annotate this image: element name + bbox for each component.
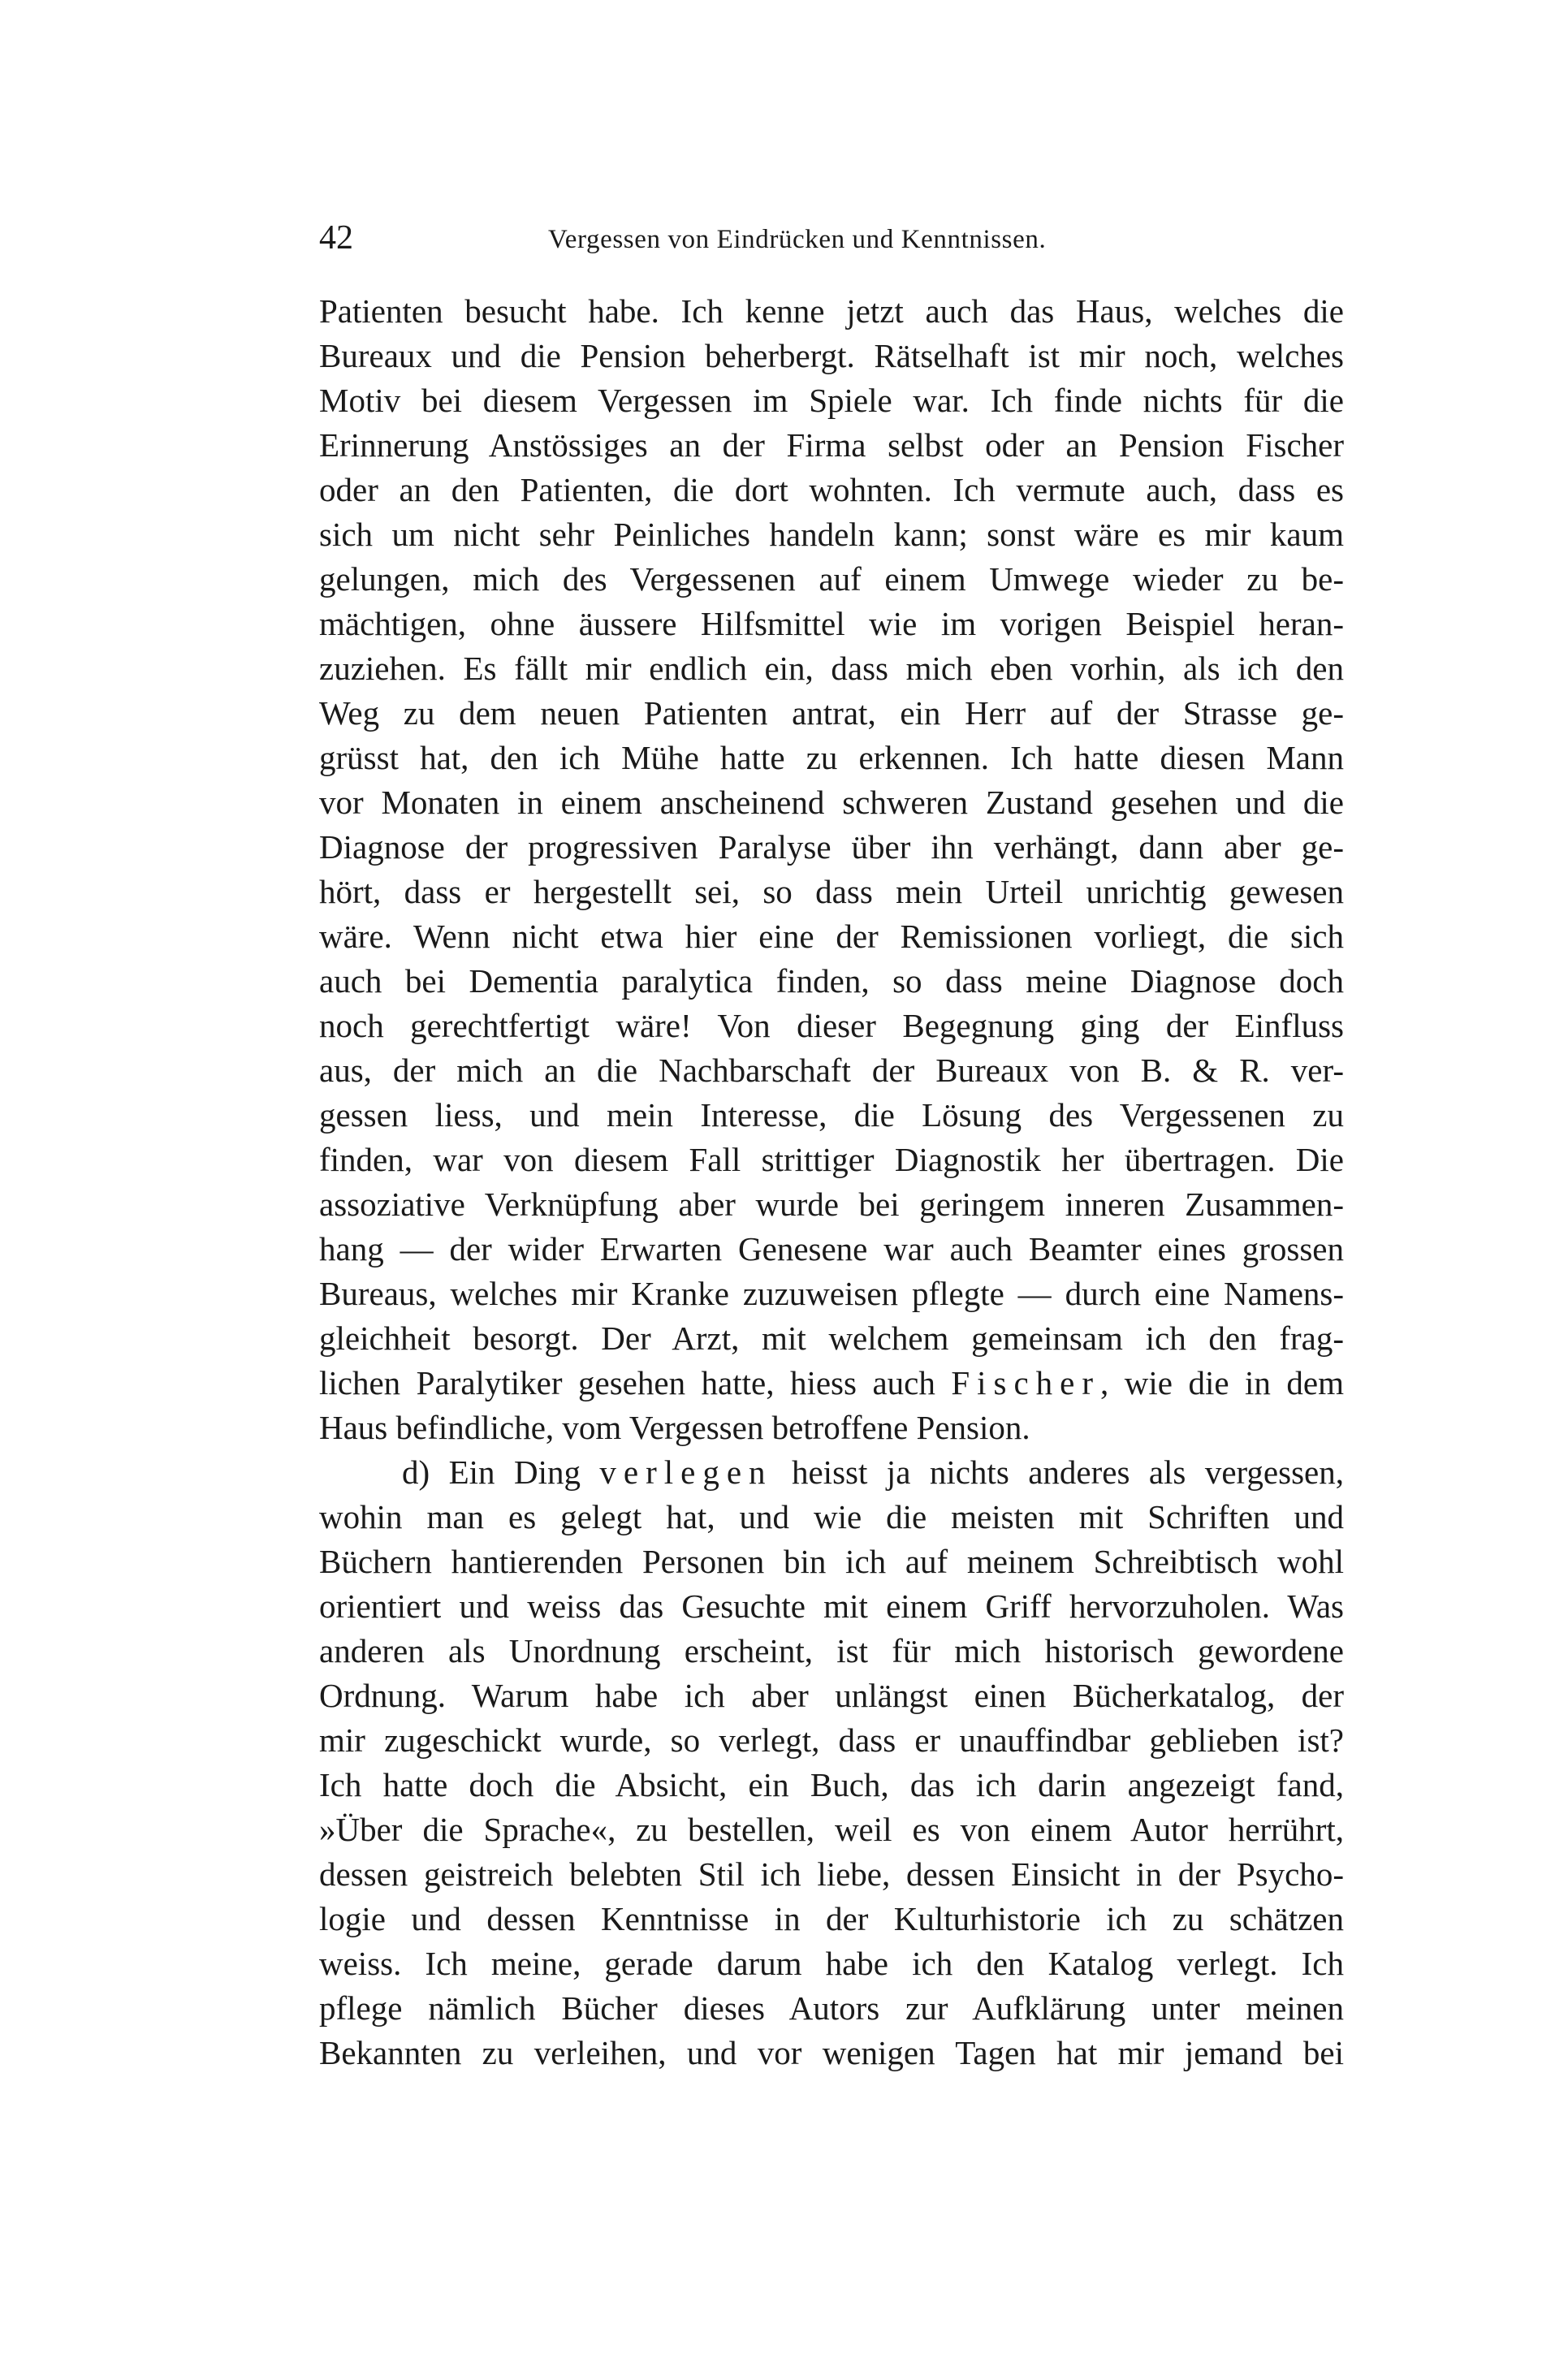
text-line: aus, der mich an die Nachbarschaft der Bureaux von B. & R. ver- bbox=[319, 1052, 1344, 1089]
text-line: zuziehen. Es fällt mir endlich ein, dass mich eben vorhin, als ich den bbox=[319, 650, 1344, 687]
running-title: Vergessen von Eindrücken und Kenntnissen. bbox=[548, 225, 1047, 254]
text-line: wohin man es gelegt hat, und wie die meisten mit Schriften und bbox=[319, 1498, 1344, 1535]
text-line: Diagnose der progressiven Paralyse über ihn verhängt, dann aber ge- bbox=[319, 828, 1344, 866]
text-line: Motiv bei diesem Vergessen im Spiele war. Ich finde nichts für die bbox=[319, 382, 1344, 419]
page-number: 42 bbox=[319, 219, 353, 257]
text-line bbox=[319, 1450, 1344, 1495]
text-line: hört, dass er hergestellt sei, so dass mein Urteil unrichtig gewesen bbox=[319, 873, 1344, 910]
text-line: gleichheit besorgt. Der Arzt, mit welchem gemeinsam ich den frag- bbox=[319, 1319, 1344, 1357]
text-line: mächtigen, ohne äussere Hilfsmittel wie im vorigen Beispiel heran- bbox=[319, 605, 1344, 642]
text-line: Büchern hantierenden Personen bin ich auf meinem Schreibtisch wohl bbox=[319, 1543, 1344, 1580]
text-segment: d) Ein Ding bbox=[402, 1453, 600, 1491]
text-line: finden, war von diesem Fall strittiger Diagnostik her übertragen. Die bbox=[319, 1141, 1344, 1178]
text-line: »Über die Sprache«, zu bestellen, weil es von einem Autor herrührt, bbox=[319, 1811, 1344, 1848]
text-line: vor Monaten in einem anscheinend schweren Zustand gesehen und die bbox=[319, 784, 1344, 821]
text-line: Patienten besucht habe. Ich kenne jetzt auch das Haus, welches die bbox=[319, 292, 1344, 330]
text-line: Ordnung. Warum habe ich aber unlängst einen Bücherkatalog, der bbox=[319, 1677, 1344, 1714]
text-line: Erinnerung Anstössiges an der Firma selbst oder an Pension Fischer bbox=[319, 426, 1344, 464]
text-line: Ich hatte doch die Absicht, ein Buch, das ich darin angezeigt fand, bbox=[319, 1766, 1344, 1803]
text-line: weiss. Ich meine, gerade darum habe ich den Katalog verlegt. Ich bbox=[319, 1945, 1344, 1982]
text-line: assoziative Verknüpfung aber wurde bei geringem inneren Zusammen- bbox=[319, 1185, 1344, 1223]
spaced-emphasis: Fischer bbox=[951, 1364, 1101, 1401]
text-line bbox=[319, 1361, 1344, 1406]
text-line: dessen geistreich belebten Stil ich liebe, dessen Einsicht in der Psycho- bbox=[319, 1855, 1344, 1893]
text-line: anderen als Unordnung erscheint, ist für mich historisch gewordene bbox=[319, 1632, 1344, 1669]
text-line: noch gerechtfertigt wäre! Von dieser Begegnung ging der Einfluss bbox=[319, 1007, 1344, 1044]
running-head bbox=[319, 218, 1342, 258]
text-line: pflege nämlich Bücher dieses Autors zur Aufklärung unter meinen bbox=[319, 1989, 1344, 2027]
text-segment: lichen Paralytiker gesehen hatte, hiess auch bbox=[319, 1364, 952, 1401]
text-line: gessen liess, und mein Interesse, die Lösung des Vergessenen zu bbox=[319, 1096, 1344, 1134]
text-line: Bureaus, welches mir Kranke zuzuweisen pflegte — durch eine Namens- bbox=[319, 1275, 1344, 1312]
text-line: auch bei Dementia paralytica finden, so dass meine Diagnose doch bbox=[319, 962, 1344, 1000]
text-line: Weg zu dem neuen Patienten antrat, ein Herr auf der Strasse ge- bbox=[319, 694, 1344, 732]
body-text bbox=[319, 289, 1344, 2075]
text-line: wäre. Wenn nicht etwa hier eine der Remissionen vorliegt, die sich bbox=[319, 918, 1344, 955]
text-line: Haus befindliche, vom Vergessen betroffene Pension. bbox=[319, 1409, 1030, 1446]
text-line: hang — der wider Erwarten Genesene war auch Beamter eines grossen bbox=[319, 1230, 1344, 1268]
text-line: Bureaux und die Pension beherbergt. Rätselhaft ist mir noch, welches bbox=[319, 337, 1344, 374]
text-line: gelungen, mich des Vergessenen auf einem Umwege wieder zu be- bbox=[319, 560, 1344, 598]
text-line: logie und dessen Kenntnisse in der Kulturhistorie ich zu schätzen bbox=[319, 1900, 1344, 1937]
text-line: orientiert und weiss das Gesuchte mit einem Griff hervorzuholen. Was bbox=[319, 1587, 1344, 1625]
text-line: sich um nicht sehr Peinliches handeln kann; sonst wäre es mir kaum bbox=[319, 516, 1344, 553]
spaced-emphasis: verlegen bbox=[599, 1453, 773, 1491]
text-line: mir zugeschickt wurde, so verlegt, dass er unauffindbar geblieben ist? bbox=[319, 1721, 1344, 1759]
text-line: oder an den Patienten, die dort wohnten. Ich vermute auch, dass es bbox=[319, 471, 1344, 508]
text-segment: , wie die in dem bbox=[1100, 1364, 1344, 1401]
text-segment: heisst ja nichts anderes als vergessen, bbox=[772, 1453, 1344, 1491]
text-line: Bekannten zu verleihen, und vor wenigen Tagen hat mir jemand bei bbox=[319, 2034, 1344, 2071]
text-line: grüsst hat, den ich Mühe hatte zu erkennen. Ich hatte diesen Mann bbox=[319, 739, 1344, 776]
